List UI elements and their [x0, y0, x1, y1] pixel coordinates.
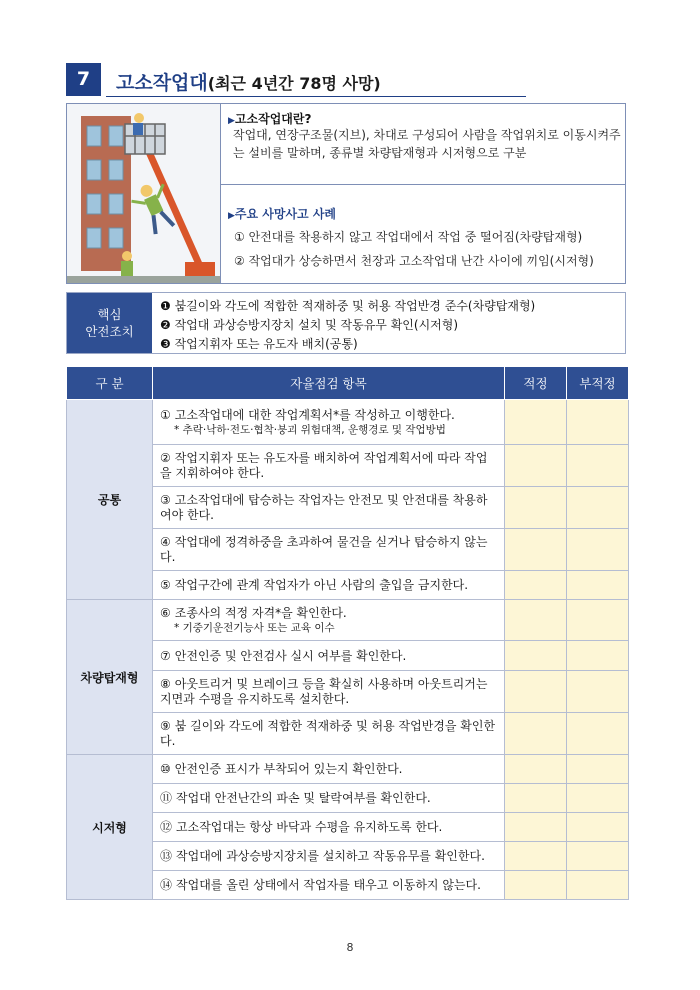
appropriate-checkbox[interactable] [505, 641, 567, 671]
appropriate-checkbox[interactable] [505, 529, 567, 571]
appropriate-checkbox[interactable] [505, 784, 567, 813]
inappropriate-checkbox[interactable] [567, 842, 629, 871]
inappropriate-checkbox[interactable] [567, 400, 629, 445]
header-appropriate: 적정 [505, 367, 567, 400]
inappropriate-checkbox[interactable] [567, 571, 629, 600]
triangle-bullet-icon: ▶ [228, 211, 235, 221]
section-title-main: 고소작업대 [116, 72, 208, 94]
check-item-6: ⑥ 조종사의 적정 자격*을 확인한다. * 기중기운전기능사 또는 교육 이수 [153, 600, 505, 641]
header-inappropriate: 부적정 [567, 367, 629, 400]
appropriate-checkbox[interactable] [505, 871, 567, 900]
accident-case-1: ① 안전대를 착용하지 않고 작업대에서 작업 중 떨어짐(차량탑재형) [234, 230, 583, 244]
triangle-bullet-icon: ▶ [228, 116, 235, 126]
key-measure-1: ❶ 붐길이와 각도에 적합한 적재하중 및 허용 작업반경 준수(차량탑재형) [160, 299, 536, 313]
check-item-12: ⑫ 고소작업대는 항상 바닥과 수평을 유지하도록 한다. [153, 813, 505, 842]
table-header-row [67, 367, 629, 400]
section-title-rule [106, 96, 526, 97]
appropriate-checkbox[interactable] [505, 755, 567, 784]
inappropriate-checkbox[interactable] [567, 671, 629, 713]
check-item-3: ③ 고소작업대에 탑승하는 작업자는 안전모 및 안전대를 착용하여야 한다. [153, 487, 505, 529]
inappropriate-checkbox[interactable] [567, 445, 629, 487]
inappropriate-checkbox[interactable] [567, 600, 629, 641]
header-check-item: 자율점검 항목 [153, 367, 505, 400]
info-box [66, 103, 626, 284]
inappropriate-checkbox[interactable] [567, 641, 629, 671]
appropriate-checkbox[interactable] [505, 571, 567, 600]
check-item-14: ⑭ 작업대를 올린 상태에서 작업자를 태우고 이동하지 않는다. [153, 871, 505, 900]
check-item-6-note: * 기중기운전기능사 또는 교육 이수 [174, 621, 335, 634]
inappropriate-checkbox[interactable] [567, 529, 629, 571]
inappropriate-checkbox[interactable] [567, 784, 629, 813]
inappropriate-checkbox[interactable] [567, 813, 629, 842]
key-safety-measures-label: 핵심 안전조치 [67, 293, 152, 353]
check-item-10: ⑩ 안전인증 표시가 부착되어 있는지 확인한다. [153, 755, 505, 784]
key-measure-2: ❷ 작업대 과상승방지장치 설치 및 작동유무 확인(시저형) [160, 318, 459, 332]
appropriate-checkbox[interactable] [505, 813, 567, 842]
header-category: 구 분 [67, 367, 153, 400]
table-row [67, 400, 629, 445]
inappropriate-checkbox[interactable] [567, 713, 629, 755]
table-row [67, 755, 629, 784]
group-truck-mounted: 차량탑재형 [67, 600, 153, 755]
appropriate-checkbox[interactable] [505, 400, 567, 445]
check-item-7: ⑦ 안전인증 및 안전검사 실시 여부를 확인한다. [153, 641, 505, 671]
table-row [67, 600, 629, 641]
check-item-8: ⑧ 아웃트리거 및 브레이크 등을 확실히 사용하며 아웃트리거는 지면과 수평을 유지하도록 설치한다. [153, 671, 505, 713]
definition-panel [220, 104, 625, 185]
section-title [116, 68, 381, 95]
appropriate-checkbox[interactable] [505, 713, 567, 755]
section-title-sub: (최근 4년간 78명 사망) [207, 74, 381, 93]
definition-text: 작업대, 연장구조물(지브), 차대로 구성되어 사람을 작업위치로 이동시켜주는 설비를 말하며, 종류별 차량탑재형과 시저형으로 구분 [233, 128, 621, 160]
self-inspection-table [66, 366, 629, 900]
check-item-11: ⑪ 작업대 안전난간의 파손 및 탈락여부를 확인한다. [153, 784, 505, 813]
check-item-13: ⑬ 작업대에 과상승방지장치를 설치하고 작동유무를 확인한다. [153, 842, 505, 871]
appropriate-checkbox[interactable] [505, 842, 567, 871]
check-item-9: ⑨ 붐 길이와 각도에 적합한 적재하중 및 허용 작업반경을 확인한다. [153, 713, 505, 755]
accident-cases-panel [220, 184, 625, 283]
accident-cases-heading: ▶주요 사망사고 사례 [228, 207, 337, 221]
inappropriate-checkbox[interactable] [567, 487, 629, 529]
check-item-1: ① 고소작업대에 대한 작업계획서*를 작성하고 이행한다. * 추락·낙하·전도·협착·붕괴 위험대책, 운행경로 및 작업방법 [153, 400, 505, 445]
definition-heading: ▶고소작업대란? [228, 112, 312, 126]
key-measure-3: ❸ 작업지휘자 또는 유도자 배치(공통) [160, 337, 358, 351]
check-item-2: ② 작업지휘자 또는 유도자를 배치하여 작업계획서에 따라 작업을 지휘하여야 한다. [153, 445, 505, 487]
inappropriate-checkbox[interactable] [567, 755, 629, 784]
group-common: 공통 [67, 400, 153, 600]
appropriate-checkbox[interactable] [505, 445, 567, 487]
check-item-1-note: * 추락·낙하·전도·협착·붕괴 위험대책, 운행경로 및 작업방법 [174, 423, 446, 436]
key-safety-measures [66, 292, 626, 354]
appropriate-checkbox[interactable] [505, 600, 567, 641]
aerial-work-platform-illustration [67, 104, 221, 283]
check-item-5: ⑤ 작업구간에 관계 작업자가 아닌 사람의 출입을 금지한다. [153, 571, 505, 600]
inappropriate-checkbox[interactable] [567, 871, 629, 900]
appropriate-checkbox[interactable] [505, 671, 567, 713]
group-scissor: 시저형 [67, 755, 153, 900]
page-number: 8 [346, 941, 354, 954]
appropriate-checkbox[interactable] [505, 487, 567, 529]
check-item-4: ④ 작업대에 정격하중을 초과하여 물건을 싣거나 탑승하지 않는다. [153, 529, 505, 571]
accident-case-2: ② 작업대가 상승하면서 천장과 고소작업대 난간 사이에 끼임(시저형) [234, 254, 594, 268]
section-number: 7 [66, 63, 101, 96]
